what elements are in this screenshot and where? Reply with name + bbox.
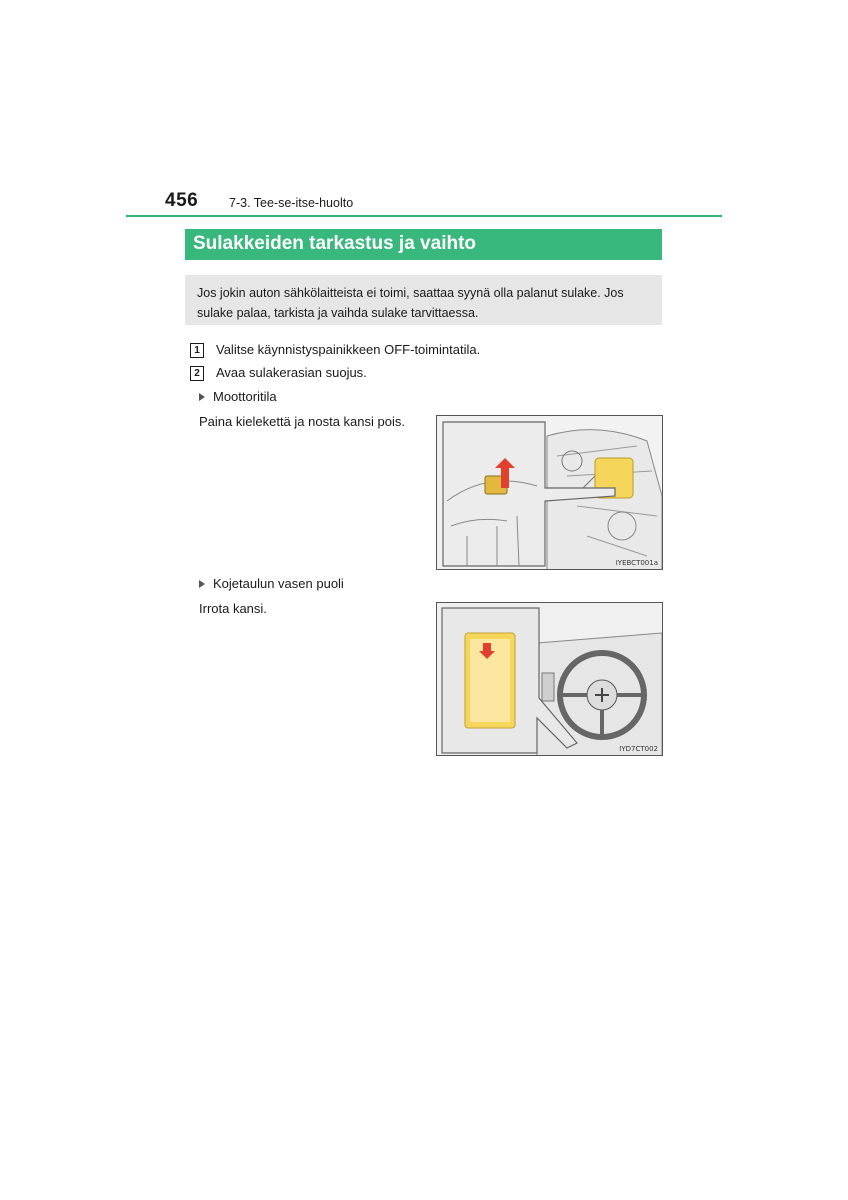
instruction-text: Irrota kansi.	[199, 601, 267, 616]
section-title: 7-3. Tee-se-itse-huolto	[229, 196, 354, 210]
triangle-bullet-icon	[199, 393, 205, 401]
step-text: Valitse käynnistyspainikkeen OFF-toimintatila.	[216, 342, 481, 357]
intro-text: Jos jokin auton sähkölaitteista ei toimi, saattaa syynä olla palanut sulake. Jos sulake palaa, tarkista ja vaihda sulake tarvittaessa.	[197, 286, 624, 320]
engine-compartment-figure	[436, 415, 663, 570]
page-number: 456	[165, 190, 199, 211]
subsection-heading-text: Moottoritila	[213, 389, 277, 404]
step-number: 1	[190, 343, 204, 358]
figure-code: IYEBCT001a	[615, 559, 658, 567]
triangle-bullet-icon	[199, 580, 205, 588]
page-title: Sulakkeiden tarkastus ja vaihto	[185, 229, 662, 260]
instruction-text: Paina kielekettä ja nosta kansi pois.	[199, 414, 405, 429]
step-1	[190, 342, 480, 358]
header-divider	[126, 215, 722, 217]
intro-box	[185, 275, 662, 325]
step-number: 2	[190, 366, 204, 381]
subsection-heading	[199, 389, 277, 404]
dashboard-left-figure	[436, 602, 663, 756]
subsection-heading	[199, 576, 344, 591]
step-text: Avaa sulakerasian suojus.	[216, 365, 367, 380]
figure-code: IYD7CT002	[619, 745, 658, 753]
subsection-heading-text: Kojetaulun vasen puoli	[213, 576, 344, 591]
step-2	[190, 365, 367, 381]
